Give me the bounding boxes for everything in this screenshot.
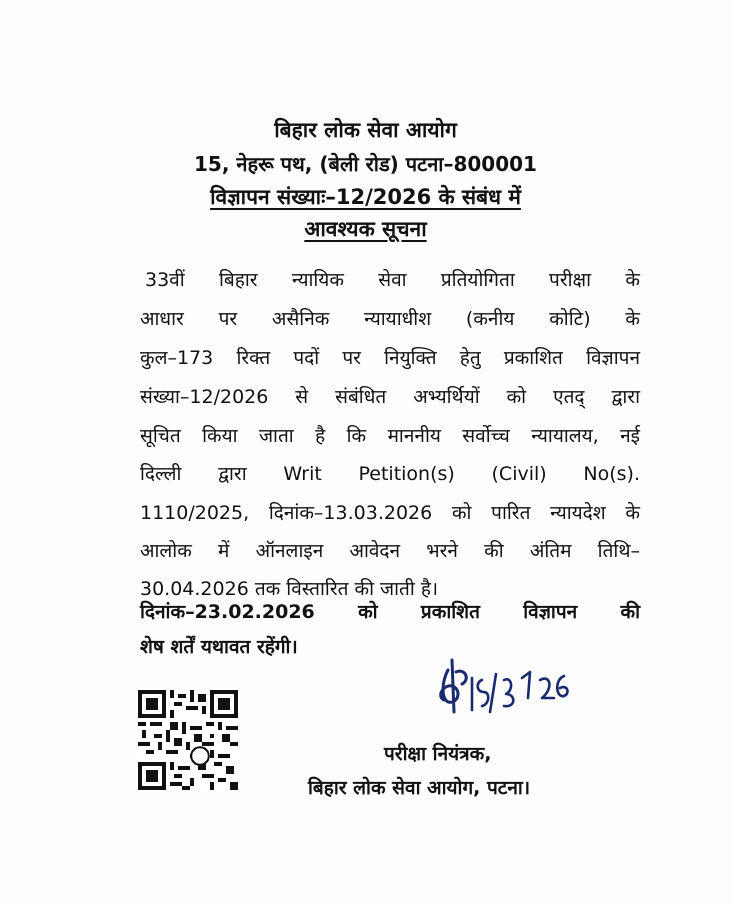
- qr-code: [138, 690, 238, 790]
- note-last-line: शेष शर्तें यथावत रहेंगी।: [140, 636, 298, 658]
- notice-subject: विज्ञापन संख्याः–12/2026 के संबंध में: [210, 185, 521, 209]
- paragraph-line: 33वीं बिहार न्यायिक सेवा प्रतियोगिता परीक्षा के: [145, 269, 640, 291]
- paragraph-line: कुल–173 रिक्त पदों पर नियुक्ति हेतु प्रकाशित विज्ञापन: [140, 347, 640, 369]
- notice-title: आवश्यक सूचना: [304, 217, 427, 241]
- note-line: दिनांक–23.02.2026 को प्रकाशित विज्ञापन की: [140, 601, 640, 623]
- paragraph-line: आलोक में ऑनलाइन आवेदन भरने की अंतिम तिथि–: [140, 540, 640, 562]
- paragraph-line: आधार पर असैनिक न्यायाधीश (कनीय कोटि) के: [140, 308, 640, 330]
- signatory-designation: परीक्षा नियंत्रक,: [384, 743, 492, 765]
- org-address: 15, नेहरू पथ, (बेली रोड) पटना–800001: [194, 152, 537, 176]
- paragraph-line: 1110/2025, दिनांक–13.03.2026 को पारित न्यायदेश के: [140, 502, 640, 524]
- paragraph-line: संख्या–12/2026 से संबंधित अभ्यर्थियों को एतद् द्वारा: [140, 386, 640, 408]
- handwritten-signature: [430, 650, 580, 730]
- paragraph-line: सूचित किया जाता है कि माननीय सर्वोच्च न्यायालय, नई: [140, 425, 640, 447]
- org-name: बिहार लोक सेवा आयोग: [274, 118, 457, 142]
- paragraph-line: दिल्ली द्वारा Writ Petition(s) (Civil) No(s).: [140, 463, 640, 485]
- signatory-office: बिहार लोक सेवा आयोग, पटना।: [308, 777, 531, 799]
- paragraph-last-line: 30.04.2026 तक विस्तारित की जाती है।: [140, 578, 439, 600]
